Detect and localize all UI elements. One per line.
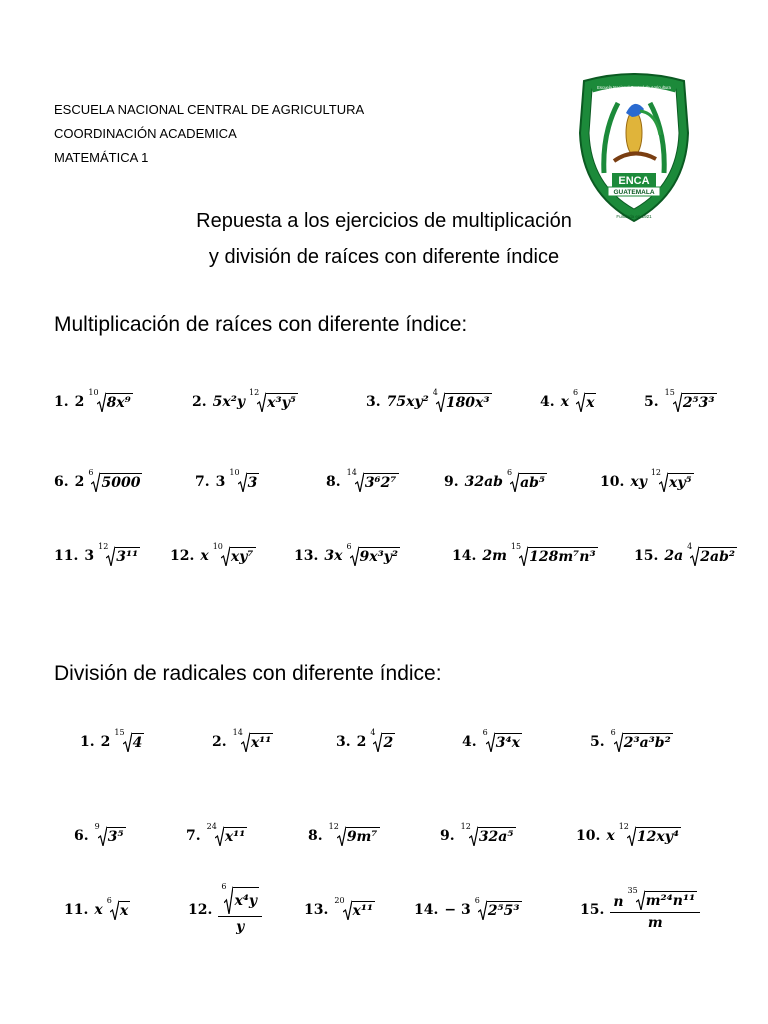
radicand: 3¹¹ <box>116 549 139 565</box>
radical-index: 6 <box>474 896 480 905</box>
answer-number: 13. <box>294 548 319 564</box>
answer-number: 15. <box>580 902 605 918</box>
radicand: 2ab² <box>700 549 735 565</box>
answer-item <box>440 816 516 856</box>
answer-number: 3. <box>336 734 351 750</box>
radicand: 3 <box>247 475 258 491</box>
answer-number: 14. <box>452 548 477 564</box>
radicand: 12xy⁴ <box>636 829 680 845</box>
radical-index: 15 <box>510 542 522 551</box>
radicand: 2⁵5³ <box>487 903 520 919</box>
radical-sign-icon <box>469 826 478 846</box>
radical-index: 12 <box>248 388 260 397</box>
logo-founded-text: Fundada en 1921 <box>616 214 652 219</box>
radical-index: 15 <box>664 388 675 397</box>
radical-sign-icon <box>486 732 495 752</box>
radical <box>212 542 256 566</box>
multiplication-heading: Multiplicación de raíces con diferente índice: <box>54 313 468 336</box>
radical <box>221 881 259 914</box>
coefficient: 3 <box>84 548 95 564</box>
radicand: 32a⁵ <box>478 829 514 845</box>
radical-index: 6 <box>506 468 513 477</box>
radical <box>664 388 717 412</box>
answer-number: 12. <box>170 548 195 564</box>
coefficient: 2 <box>100 734 111 750</box>
page-title-line-2: y división de raíces con diferente índice <box>208 246 560 268</box>
fraction-numerator <box>218 881 262 917</box>
coefficient: 32ab <box>464 474 503 490</box>
answer-item <box>195 462 259 502</box>
radical-index: 24 <box>206 822 217 831</box>
radical <box>482 728 522 752</box>
answer-number: 14. <box>414 902 439 918</box>
answer-number: 7. <box>195 474 210 490</box>
radical-sign-icon <box>97 392 106 412</box>
logo-enca-text: ENCA <box>618 175 650 187</box>
answer-row <box>0 382 768 422</box>
school-crest-logo <box>574 73 694 225</box>
radical <box>506 468 547 492</box>
answer-number: 15. <box>634 548 659 564</box>
radical-sign-icon <box>91 472 100 492</box>
radical-sign-icon <box>257 392 266 412</box>
radical-index: 6 <box>610 728 616 737</box>
radical-index: 14 <box>232 728 243 737</box>
radical-index: 6 <box>221 881 227 891</box>
radical-sign-icon <box>110 900 119 920</box>
radicand: x¹¹ <box>352 903 374 919</box>
answer-item <box>326 462 399 502</box>
radicand: x <box>586 395 595 411</box>
answer-item <box>600 462 694 502</box>
radical-index: 10 <box>229 468 240 477</box>
radicand: 128m⁷n³ <box>529 549 596 565</box>
answer-item <box>64 890 130 930</box>
radical-sign-icon <box>350 546 359 566</box>
answer-number: 6. <box>54 474 69 490</box>
answer-item <box>580 885 700 931</box>
answer-item <box>80 722 144 762</box>
radical-sign-icon <box>241 732 250 752</box>
course-name: MATEMÁTICA 1 <box>54 150 149 165</box>
radical-index: 35 <box>627 885 638 895</box>
radical-index: 4 <box>687 542 693 551</box>
answer-number: 11. <box>54 548 79 564</box>
radical-sign-icon <box>123 732 132 752</box>
answer-item <box>212 722 273 762</box>
answer-row <box>0 536 768 576</box>
radical-index: 20 <box>334 896 345 905</box>
radical <box>650 468 694 492</box>
coefficient: x <box>606 828 615 844</box>
radicand: 3⁵ <box>107 829 124 845</box>
radical-index: 12 <box>328 822 339 831</box>
radical-sign-icon <box>636 890 645 910</box>
coefficient: 3 <box>215 474 226 490</box>
radical <box>627 885 698 910</box>
radicand: 180x³ <box>445 395 490 411</box>
radical-sign-icon <box>355 472 364 492</box>
radical <box>88 468 142 492</box>
radical <box>618 822 681 846</box>
radical-sign-icon <box>221 546 230 566</box>
division-heading: División de radicales con diferente índice: <box>54 662 442 685</box>
logo-ring-text: Escuela Nacional Central de Agricultura <box>597 85 671 90</box>
radicand: xy⁵ <box>669 475 692 491</box>
radicand: x <box>119 903 129 919</box>
answer-number: 3. <box>366 394 381 410</box>
radical-index: 4 <box>370 728 376 737</box>
school-name: ESCUELA NACIONAL CENTRAL DE AGRICULTURA <box>54 102 365 117</box>
radical <box>114 728 144 752</box>
answer-number: 9. <box>440 828 455 844</box>
radical <box>474 896 522 920</box>
answer-item <box>188 881 262 935</box>
answer-item <box>192 382 298 422</box>
radical-index: 6 <box>106 896 112 905</box>
page-title-line-1: Repuesta a los ejercicios de multiplicación <box>196 210 572 232</box>
answer-item <box>462 722 522 762</box>
coefficient: x <box>560 394 569 410</box>
answer-number: 1. <box>80 734 95 750</box>
radical <box>206 822 248 846</box>
radical <box>346 468 399 492</box>
coefficient: 3x <box>324 548 343 564</box>
radical <box>346 542 400 566</box>
radical-index: 6 <box>346 542 352 551</box>
radical <box>510 542 598 566</box>
radical-index: 6 <box>572 388 579 397</box>
radical <box>572 388 596 412</box>
answer-item <box>54 462 142 502</box>
answer-item <box>308 816 380 856</box>
radical-sign-icon <box>224 886 233 914</box>
radical <box>106 896 130 920</box>
coefficient: x <box>94 902 103 918</box>
radical-sign-icon <box>337 826 346 846</box>
answer-number: 11. <box>64 902 89 918</box>
answer-number: 5. <box>644 394 659 410</box>
radical-sign-icon <box>673 392 682 412</box>
answer-item <box>414 890 522 930</box>
answer-number: 10. <box>576 828 601 844</box>
coefficient: 2 <box>356 734 367 750</box>
radical-sign-icon <box>510 472 519 492</box>
answer-row <box>0 722 768 762</box>
radical-sign-icon <box>373 732 382 752</box>
answer-row <box>0 816 768 856</box>
radicand: 4 <box>132 735 143 751</box>
radical <box>98 542 140 566</box>
radical-index: 6 <box>88 468 94 477</box>
answer-number: 5. <box>590 734 605 750</box>
radical-sign-icon <box>627 826 636 846</box>
radical <box>432 388 492 412</box>
answer-item <box>452 536 598 576</box>
radicand: 3⁶2⁷ <box>364 475 397 491</box>
answer-item <box>170 536 256 576</box>
radicand: 3⁴x <box>495 735 520 751</box>
coefficient: 75xy² <box>386 394 429 410</box>
answer-item <box>540 382 596 422</box>
answer-item <box>336 722 395 762</box>
answer-number: 8. <box>326 474 341 490</box>
answer-item <box>74 816 126 856</box>
radicand: 9x³y² <box>359 549 399 565</box>
radical-sign-icon <box>519 546 528 566</box>
radical <box>370 728 395 752</box>
coefficient: 5x²y <box>212 394 245 410</box>
radical <box>460 822 516 846</box>
coefficient: n <box>613 893 624 910</box>
radical-index: 15 <box>114 728 125 737</box>
coordination-name: COORDINACIÓN ACADEMICA <box>54 126 237 141</box>
fraction-denominator: y <box>236 918 245 935</box>
coefficient: xy <box>630 474 647 490</box>
radical-index: 14 <box>346 468 357 477</box>
answer-number: 12. <box>188 902 213 918</box>
coefficient: 2 <box>74 474 85 490</box>
radical-sign-icon <box>343 900 352 920</box>
radical <box>610 728 673 752</box>
radical-sign-icon <box>659 472 668 492</box>
radical-sign-icon <box>106 546 115 566</box>
radicand: 8x⁹ <box>106 395 131 411</box>
answer-number: 2. <box>212 734 227 750</box>
radical-index: 4 <box>432 388 438 397</box>
answer-item <box>590 722 673 762</box>
radical-sign-icon <box>690 546 699 566</box>
radical-index: 10 <box>88 388 99 397</box>
radicand: m²⁴n¹¹ <box>645 892 696 909</box>
radical-sign-icon <box>478 900 487 920</box>
radicand: xy⁷ <box>230 549 254 565</box>
answer-item <box>54 382 133 422</box>
radical-index: 9 <box>94 822 100 831</box>
answer-number: 2. <box>192 394 207 410</box>
radical-index: 12 <box>618 822 629 831</box>
radicand: ab⁵ <box>520 475 546 491</box>
radicand: x⁴y <box>233 887 259 914</box>
answer-number: 10. <box>600 474 625 490</box>
logo-banner-text: GUATEMALA <box>613 189 655 196</box>
radical <box>687 542 737 566</box>
radicand: x³y⁵ <box>267 395 296 411</box>
fraction-denominator: m <box>647 914 663 931</box>
answer-number: 8. <box>308 828 323 844</box>
radical <box>94 822 126 846</box>
radical <box>229 468 259 492</box>
radical <box>248 388 298 412</box>
radical-index: 6 <box>482 728 488 737</box>
answer-item <box>294 536 400 576</box>
radical-index: 12 <box>98 542 109 551</box>
coefficient: − 3 <box>444 902 471 918</box>
radical <box>232 728 274 752</box>
fraction <box>610 885 700 931</box>
radical-sign-icon <box>576 392 585 412</box>
answer-item <box>444 462 547 502</box>
radical-sign-icon <box>215 826 224 846</box>
coefficient: x <box>200 548 209 564</box>
radical-sign-icon <box>436 392 445 412</box>
answer-number: 4. <box>462 734 477 750</box>
radicand: 5000 <box>101 475 141 491</box>
answer-item <box>576 816 681 856</box>
radicand: 2⁵3³ <box>682 395 715 411</box>
radical-sign-icon <box>614 732 623 752</box>
answer-number: 4. <box>540 394 555 410</box>
radicand: 2 <box>383 735 394 751</box>
radicand: 2³a³b² <box>623 735 671 751</box>
answer-item <box>634 536 737 576</box>
answer-row <box>0 881 768 935</box>
answer-item <box>186 816 247 856</box>
answer-number: 7. <box>186 828 201 844</box>
radicand: x¹¹ <box>250 735 272 751</box>
radicand: 9m⁷ <box>346 829 378 845</box>
coefficient: 2 <box>74 394 85 410</box>
radical-index: 12 <box>460 822 471 831</box>
radical-index: 12 <box>650 468 662 477</box>
radical-index: 10 <box>212 542 223 551</box>
coefficient: 2a <box>664 548 684 564</box>
answer-number: 6. <box>74 828 89 844</box>
fraction-numerator <box>610 885 700 913</box>
radical <box>334 896 375 920</box>
answer-number: 13. <box>304 902 329 918</box>
answer-number: 1. <box>54 394 69 410</box>
radical-sign-icon <box>238 472 247 492</box>
answer-item <box>304 890 375 930</box>
answer-item <box>54 536 140 576</box>
answer-number: 9. <box>444 474 459 490</box>
fraction <box>218 881 262 935</box>
answer-item <box>366 382 492 422</box>
coefficient: 2m <box>482 548 507 564</box>
radicand: x¹¹ <box>224 829 246 845</box>
answer-row <box>0 462 768 502</box>
radical-sign-icon <box>98 826 107 846</box>
answer-item <box>644 382 717 422</box>
radical <box>88 388 132 412</box>
radical <box>328 822 380 846</box>
